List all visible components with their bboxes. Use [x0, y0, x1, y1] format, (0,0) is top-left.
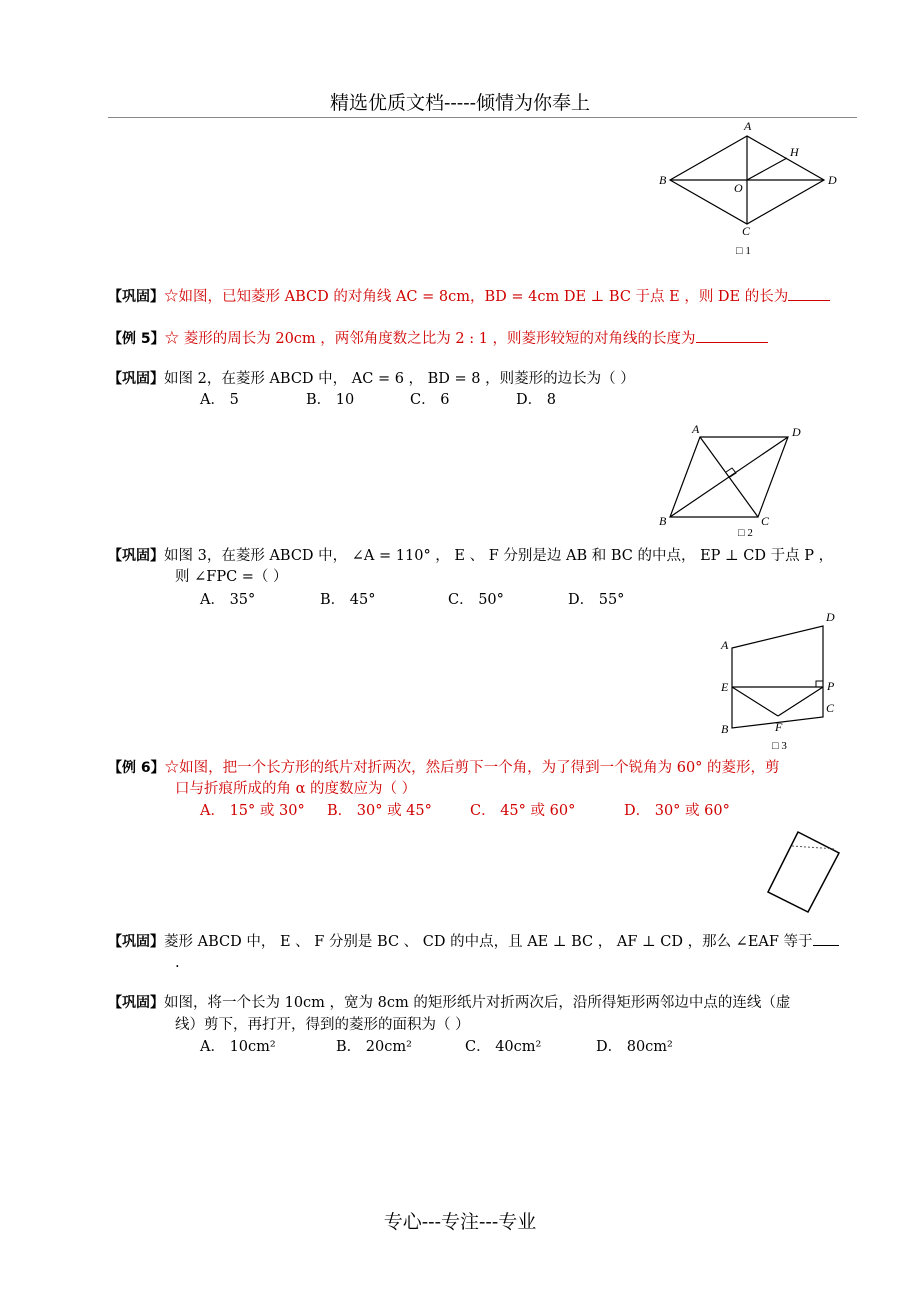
q7-option-c[interactable]: C． 40cm² [465, 1039, 542, 1055]
q6-answer-blank[interactable] [813, 945, 839, 946]
figure-3 [712, 606, 847, 756]
fig3-label-d: D [826, 610, 835, 624]
right-angle-mark [816, 681, 823, 687]
page-footer: 专心---专注---专业 [383, 1211, 537, 1233]
q2-tag: 【例 5】 [108, 331, 165, 347]
segment-oh [747, 158, 787, 180]
q1-tag: 【巩固】 [108, 289, 164, 305]
q4-text-line2: 则 ∠FPC =（ ） [175, 569, 288, 585]
q4-tag: 【巩固】 [108, 548, 164, 564]
question-7 [108, 993, 790, 1013]
question-3 [108, 369, 635, 389]
q7-tag: 【巩固】 [108, 995, 164, 1011]
q5-tag: 【例 6】 [108, 760, 165, 776]
rhombus-abcd [732, 626, 823, 728]
figure-1 [650, 118, 850, 263]
question-6 [108, 932, 839, 952]
q3-option-a[interactable]: A． 5 [200, 392, 239, 408]
figure-2 [650, 420, 820, 545]
q7-option-a[interactable]: A． 10cm² [200, 1039, 276, 1055]
q7-option-b[interactable]: B． 20cm² [336, 1039, 412, 1055]
fig3-label-a: A [721, 638, 729, 652]
q5-option-a[interactable]: A． 15° 或 30° [200, 803, 305, 819]
q2-answer-blank[interactable] [696, 342, 768, 343]
fig3-label-b: B [721, 722, 729, 736]
fig1-label-a: A [744, 119, 752, 133]
question-5 [108, 758, 780, 778]
q7-options [200, 1037, 673, 1057]
q4-option-c[interactable]: C． 50° [448, 592, 504, 608]
fig3-label-f: F [775, 720, 783, 734]
fig3-label-e: E [721, 680, 729, 694]
q4-text: 如图 3，在菱形 ABCD 中， ∠A = 110° ， E 、 F 分别是边 AB 和 BC 的中点， EP ⊥ CD 于点 P ， [164, 548, 834, 564]
q6-tag: 【巩固】 [108, 934, 164, 950]
fig1-label-o: O [734, 181, 743, 195]
fig3-label-c: C [826, 701, 835, 715]
segment-ef [732, 687, 778, 716]
fig1-label-h: H [790, 145, 799, 159]
q4-option-b[interactable]: B． 45° [320, 592, 376, 608]
q6-text: 菱形 ABCD 中， E 、 F 分别是 BC 、 CD 的中点，且 AE ⊥ BC ， AF ⊥ CD ，那么 ∠EAF 等于 [164, 934, 813, 950]
fig2-label-a: A [692, 422, 700, 436]
q7-text-line2: 线）剪下，再打开，得到的菱形的面积为（ ） [175, 1017, 470, 1033]
page-header: 精选优质文档-----倾情为你奉上 [329, 92, 591, 114]
q1-text: ☆如图，已知菱形 ABCD 的对角线 AC = 8cm，BD = 4cm DE ⊥ BC 于点 E ，则 DE 的长为 [164, 289, 789, 305]
q5-options [200, 801, 730, 821]
q5-option-b[interactable]: B． 30° 或 45° [327, 803, 432, 819]
segment-fp [778, 687, 823, 716]
fig3-label-p: P [827, 679, 835, 693]
q7-text: 如图，将一个长为 10cm ，宽为 8cm 的矩形纸片对折两次后，沿所得矩形两邻边中点的连线（虚 [164, 995, 791, 1011]
q3-text: 如图 2，在菱形 ABCD 中， AC = 6 ， BD = 8 ，则菱形的边长为（ ） [164, 371, 635, 387]
q3-option-d[interactable]: D． 8 [516, 392, 556, 408]
question-2 [108, 329, 768, 349]
folded-rectangle [768, 832, 839, 912]
q5-text-line2: 口与折痕所成的角 α 的度数应为（ ） [175, 781, 417, 797]
q4-option-a[interactable]: A． 35° [200, 592, 256, 608]
q5-option-d[interactable]: D． 30° 或 60° [624, 803, 730, 819]
q3-option-c[interactable]: C． 6 [410, 392, 450, 408]
q3-options [200, 390, 556, 410]
fig1-caption: □ 1 [736, 245, 751, 257]
q6-text-line2: . [175, 955, 180, 971]
fig2-label-d: D [792, 425, 801, 439]
question-1 [108, 287, 830, 307]
fig1-label-c: C [742, 224, 751, 238]
fig2-label-c: C [761, 514, 770, 528]
q4-option-d[interactable]: D． 55° [568, 592, 625, 608]
fig1-label-d: D [828, 173, 837, 187]
fig3-caption: □ 3 [772, 740, 787, 752]
q1-answer-blank[interactable] [788, 300, 830, 301]
q5-option-c[interactable]: C． 45° 或 60° [470, 803, 576, 819]
q3-option-b[interactable]: B． 10 [306, 392, 355, 408]
q3-tag: 【巩固】 [108, 371, 164, 387]
figure-4 [760, 822, 850, 922]
fig2-caption: □ 2 [738, 527, 753, 539]
fig2-label-b: B [659, 514, 667, 528]
question-4 [108, 546, 833, 566]
diagonal-bd [670, 437, 788, 517]
q5-text: ☆如图，把一个长方形的纸片对折两次，然后剪下一个角，为了得到一个锐角为 60° 的菱形，剪 [164, 760, 780, 776]
fig1-label-b: B [659, 173, 667, 187]
q2-text: ☆ 菱形的周长为 20cm ，两邻角度数之比为 2 : 1 ，则菱形较短的对角线的长度为 [164, 331, 696, 347]
q7-option-d[interactable]: D． 80cm² [596, 1039, 673, 1055]
q4-options [200, 590, 624, 610]
